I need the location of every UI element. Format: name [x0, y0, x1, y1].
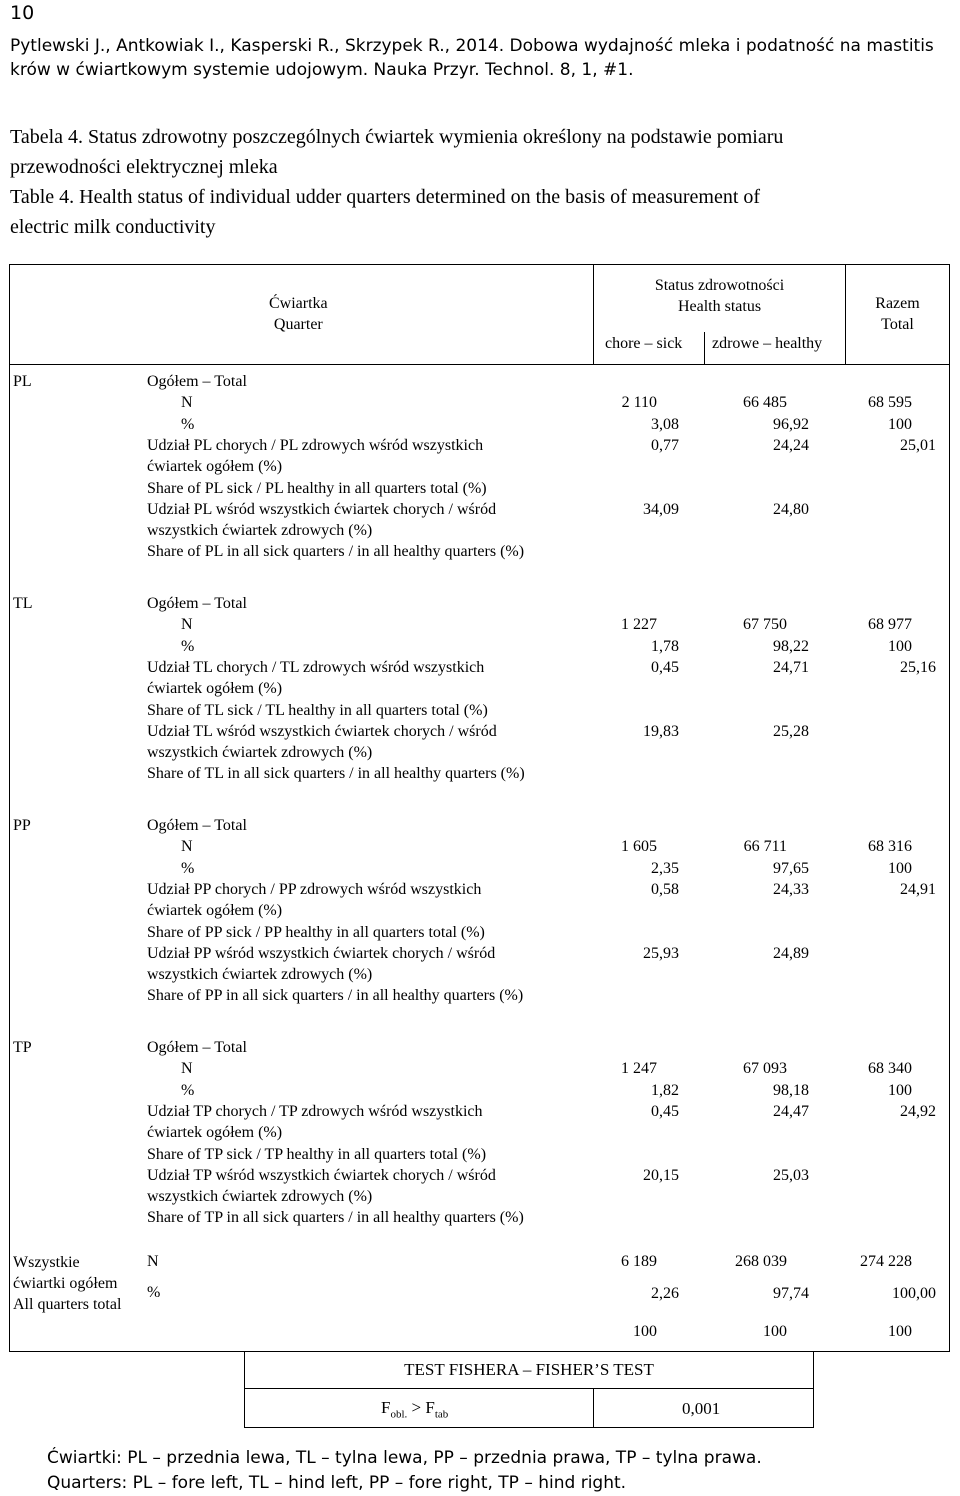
- share-total-desc-line: ćwiartek ogółem (%): [147, 458, 283, 476]
- all-quarters-label-1: Wszystkie: [13, 1254, 80, 1271]
- all-pct-sick: 2,26: [651, 1285, 679, 1302]
- share-status-sick: 25,93: [643, 944, 679, 962]
- n-sick: 1 227: [621, 616, 657, 634]
- citation: [10, 34, 955, 82]
- quarter-code: PP: [13, 817, 31, 834]
- pct-healthy: 97,65: [773, 859, 809, 877]
- pct-healthy: 98,18: [773, 1081, 809, 1099]
- share-total-total: 24,92: [900, 1102, 936, 1120]
- share-total-desc-line: ćwiartek ogółem (%): [147, 1124, 283, 1142]
- n-sick: 1 605: [621, 838, 657, 856]
- caption-pl-line-1: Tabela 4. Status zdrowotny poszczególnych ćwiartek wymienia określony na podstawie pomiaru: [10, 126, 784, 148]
- caption-en-line-1: Table 4. Health status of individual udder quarters determined on the basis of measurement of: [10, 186, 761, 208]
- quarter-code: TL: [13, 595, 33, 612]
- share-status-desc-line: wszystkich ćwiartek zdrowych (%): [147, 966, 373, 984]
- share-status-healthy: 24,80: [773, 500, 809, 518]
- n-label: N: [181, 616, 193, 634]
- share-total-desc-line: Share of PL sick / PL healthy in all quarters total (%): [147, 479, 487, 497]
- share-total-desc-line: ćwiartek ogółem (%): [147, 680, 283, 698]
- n-label: N: [181, 838, 193, 856]
- all-extra-total: 100: [888, 1323, 912, 1340]
- ogolem-label: Ogółem – Total: [147, 373, 247, 390]
- n-sick: 2 110: [621, 394, 657, 412]
- n-total: 68 316: [868, 838, 912, 856]
- share-total-sick: 0,45: [651, 1102, 679, 1120]
- header-total-en: Total: [881, 316, 914, 333]
- footnotes: [47, 1446, 762, 1496]
- share-total-desc-line: Udział TL chorych / TL zdrowych wśród wszystkich: [147, 658, 485, 676]
- share-total-desc-line: ćwiartek ogółem (%): [147, 902, 283, 920]
- share-status-healthy: 24,89: [773, 944, 809, 962]
- share-status-desc-line: wszystkich ćwiartek zdrowych (%): [147, 522, 373, 540]
- caption-en-line-2: electric milk conductivity: [10, 216, 216, 238]
- share-total-desc-line: Share of PP sick / PP healthy in all quarters total (%): [147, 923, 485, 941]
- fisher-value: 0,001: [682, 1399, 721, 1418]
- n-total: 68 595: [868, 394, 912, 412]
- header-status-en: Health status: [677, 298, 762, 315]
- pct-total: 100: [888, 415, 912, 433]
- n-healthy: 67 093: [743, 1060, 787, 1078]
- quarter-code: PL: [13, 373, 32, 390]
- table-caption: [10, 122, 955, 242]
- header-status: [594, 275, 845, 317]
- share-status-healthy: 25,03: [773, 1166, 809, 1184]
- citation-line-1: Pytlewski J., Antkowiak I., Kasperski R., Skrzypek R., 2014. Dobowa wydajność mleka i podatność na mastitis: [10, 36, 934, 56]
- fisher-f: F: [381, 1398, 391, 1417]
- share-total-healthy: 24,71: [773, 658, 809, 676]
- share-status-sick: 20,15: [643, 1166, 679, 1184]
- all-n-label: N: [147, 1253, 159, 1270]
- pct-sick: 2,35: [651, 859, 679, 877]
- page-number: 10: [10, 2, 35, 24]
- share-total-sick: 0,77: [651, 436, 679, 454]
- pct-label: %: [181, 415, 195, 433]
- pct-sick: 1,82: [651, 1081, 679, 1099]
- header-total-pl: Razem: [875, 295, 920, 312]
- share-total-sick: 0,45: [651, 658, 679, 676]
- share-total-total: 25,01: [900, 436, 936, 454]
- share-status-desc-line: wszystkich ćwiartek zdrowych (%): [147, 744, 373, 762]
- share-total-desc-line: Share of TL sick / TL healthy in all quarters total (%): [147, 701, 488, 719]
- share-total-healthy: 24,47: [773, 1102, 809, 1120]
- share-total-desc-line: Udział PL chorych / PL zdrowych wśród wszystkich: [147, 436, 484, 454]
- pct-total: 100: [888, 859, 912, 877]
- fisher-title: TEST FISHERA – FISHER’S TEST: [404, 1360, 654, 1379]
- quarter-code: TP: [13, 1039, 32, 1056]
- all-pct-healthy: 97,74: [773, 1285, 809, 1302]
- ogolem-label: Ogółem – Total: [147, 817, 247, 834]
- all-pct-total: 100,00: [892, 1285, 936, 1302]
- share-total-desc-line: Share of TP sick / TP healthy in all quarters total (%): [147, 1145, 487, 1163]
- fisher-obl: obl.: [390, 1408, 408, 1421]
- footnote-en: Quarters: PL – fore left, TL – hind left, PP – fore right, TP – hind right.: [47, 1473, 627, 1493]
- all-extra-healthy: 100: [763, 1323, 787, 1340]
- n-healthy: 67 750: [743, 616, 787, 634]
- share-total-desc-line: Udział PP chorych / PP zdrowych wśród wszystkich: [147, 880, 482, 898]
- share-status-desc-line: Udział PL wśród wszystkich ćwiartek chorych / wśród: [147, 500, 497, 518]
- share-status-desc-line: wszystkich ćwiartek zdrowych (%): [147, 1188, 373, 1206]
- share-status-desc-line: Udział TP wśród wszystkich ćwiartek chorych / wśród: [147, 1166, 496, 1184]
- n-label: N: [181, 1060, 193, 1078]
- share-status-desc-line: Share of PL in all sick quarters / in all healthy quarters (%): [147, 543, 525, 561]
- fisher-formula: [381, 1397, 448, 1426]
- header-quarter-en: Quarter: [273, 316, 323, 333]
- share-total-desc-line: Udział TP chorych / TP zdrowych wśród wszystkich: [147, 1102, 483, 1120]
- pct-label: %: [181, 1081, 195, 1099]
- share-status-healthy: 25,28: [773, 722, 809, 740]
- footnote-pl: Ćwiartki: PL – przednia lewa, TL – tylna lewa, PP – przednia prawa, TP – tylna prawa.: [47, 1448, 762, 1468]
- n-total: 68 340: [868, 1060, 912, 1078]
- pct-sick: 1,78: [651, 637, 679, 655]
- share-status-sick: 19,83: [643, 722, 679, 740]
- n-total: 68 977: [868, 616, 912, 634]
- pct-total: 100: [888, 637, 912, 655]
- share-status-desc-line: Share of TL in all sick quarters / in all healthy quarters (%): [147, 765, 525, 783]
- header-sick: chore – sick: [605, 335, 683, 352]
- n-healthy: 66 711: [743, 838, 787, 856]
- header-status-pl: Status zdrowotności: [654, 277, 785, 294]
- all-n-total: 274 228: [860, 1253, 912, 1270]
- n-label: N: [181, 394, 193, 412]
- n-healthy: 66 485: [743, 394, 787, 412]
- fisher-tab: tab: [434, 1408, 449, 1421]
- share-status-desc-line: Share of TP in all sick quarters / in all healthy quarters (%): [147, 1209, 524, 1227]
- share-total-healthy: 24,33: [773, 880, 809, 898]
- ogolem-label: Ogółem – Total: [147, 595, 247, 612]
- all-quarters-label: [13, 1252, 121, 1315]
- all-n-healthy: 268 039: [735, 1253, 787, 1270]
- share-total-healthy: 24,24: [773, 436, 809, 454]
- header-quarter: [269, 293, 328, 335]
- share-total-total: 25,16: [900, 658, 936, 676]
- citation-line-2: krów w ćwiartkowym systemie udojowym. Nauka Przyr. Technol. 8, 1, #1.: [10, 60, 634, 80]
- share-status-sick: 34,09: [643, 500, 679, 518]
- fisher-gt: > F: [407, 1398, 435, 1417]
- share-status-desc-line: Udział TL wśród wszystkich ćwiartek chorych / wśród: [147, 722, 497, 740]
- pct-healthy: 96,92: [773, 415, 809, 433]
- all-quarters-label-3: All quarters total: [13, 1296, 122, 1313]
- share-total-total: 24,91: [900, 880, 936, 898]
- all-quarters-label-2: ćwiartki ogółem: [13, 1275, 118, 1292]
- ogolem-label: Ogółem – Total: [147, 1039, 247, 1056]
- share-status-desc-line: Udział PP wśród wszystkich ćwiartek chorych / wśród: [147, 944, 496, 962]
- all-pct-label: %: [147, 1284, 161, 1301]
- share-status-desc-line: Share of PP in all sick quarters / in all healthy quarters (%): [147, 987, 524, 1005]
- pct-sick: 3,08: [651, 415, 679, 433]
- share-total-sick: 0,58: [651, 880, 679, 898]
- pct-label: %: [181, 859, 195, 877]
- all-n-sick: 6 189: [621, 1253, 657, 1270]
- header-quarter-pl: Ćwiartka: [269, 295, 328, 312]
- caption-pl-line-2: przewodności elektrycznej mleka: [10, 156, 278, 178]
- pct-total: 100: [888, 1081, 912, 1099]
- pct-label: %: [181, 637, 195, 655]
- header-total: [846, 293, 949, 335]
- pct-healthy: 98,22: [773, 637, 809, 655]
- all-extra-sick: 100: [633, 1323, 657, 1340]
- header-healthy: zdrowe – healthy: [712, 335, 823, 352]
- n-sick: 1 247: [621, 1060, 657, 1078]
